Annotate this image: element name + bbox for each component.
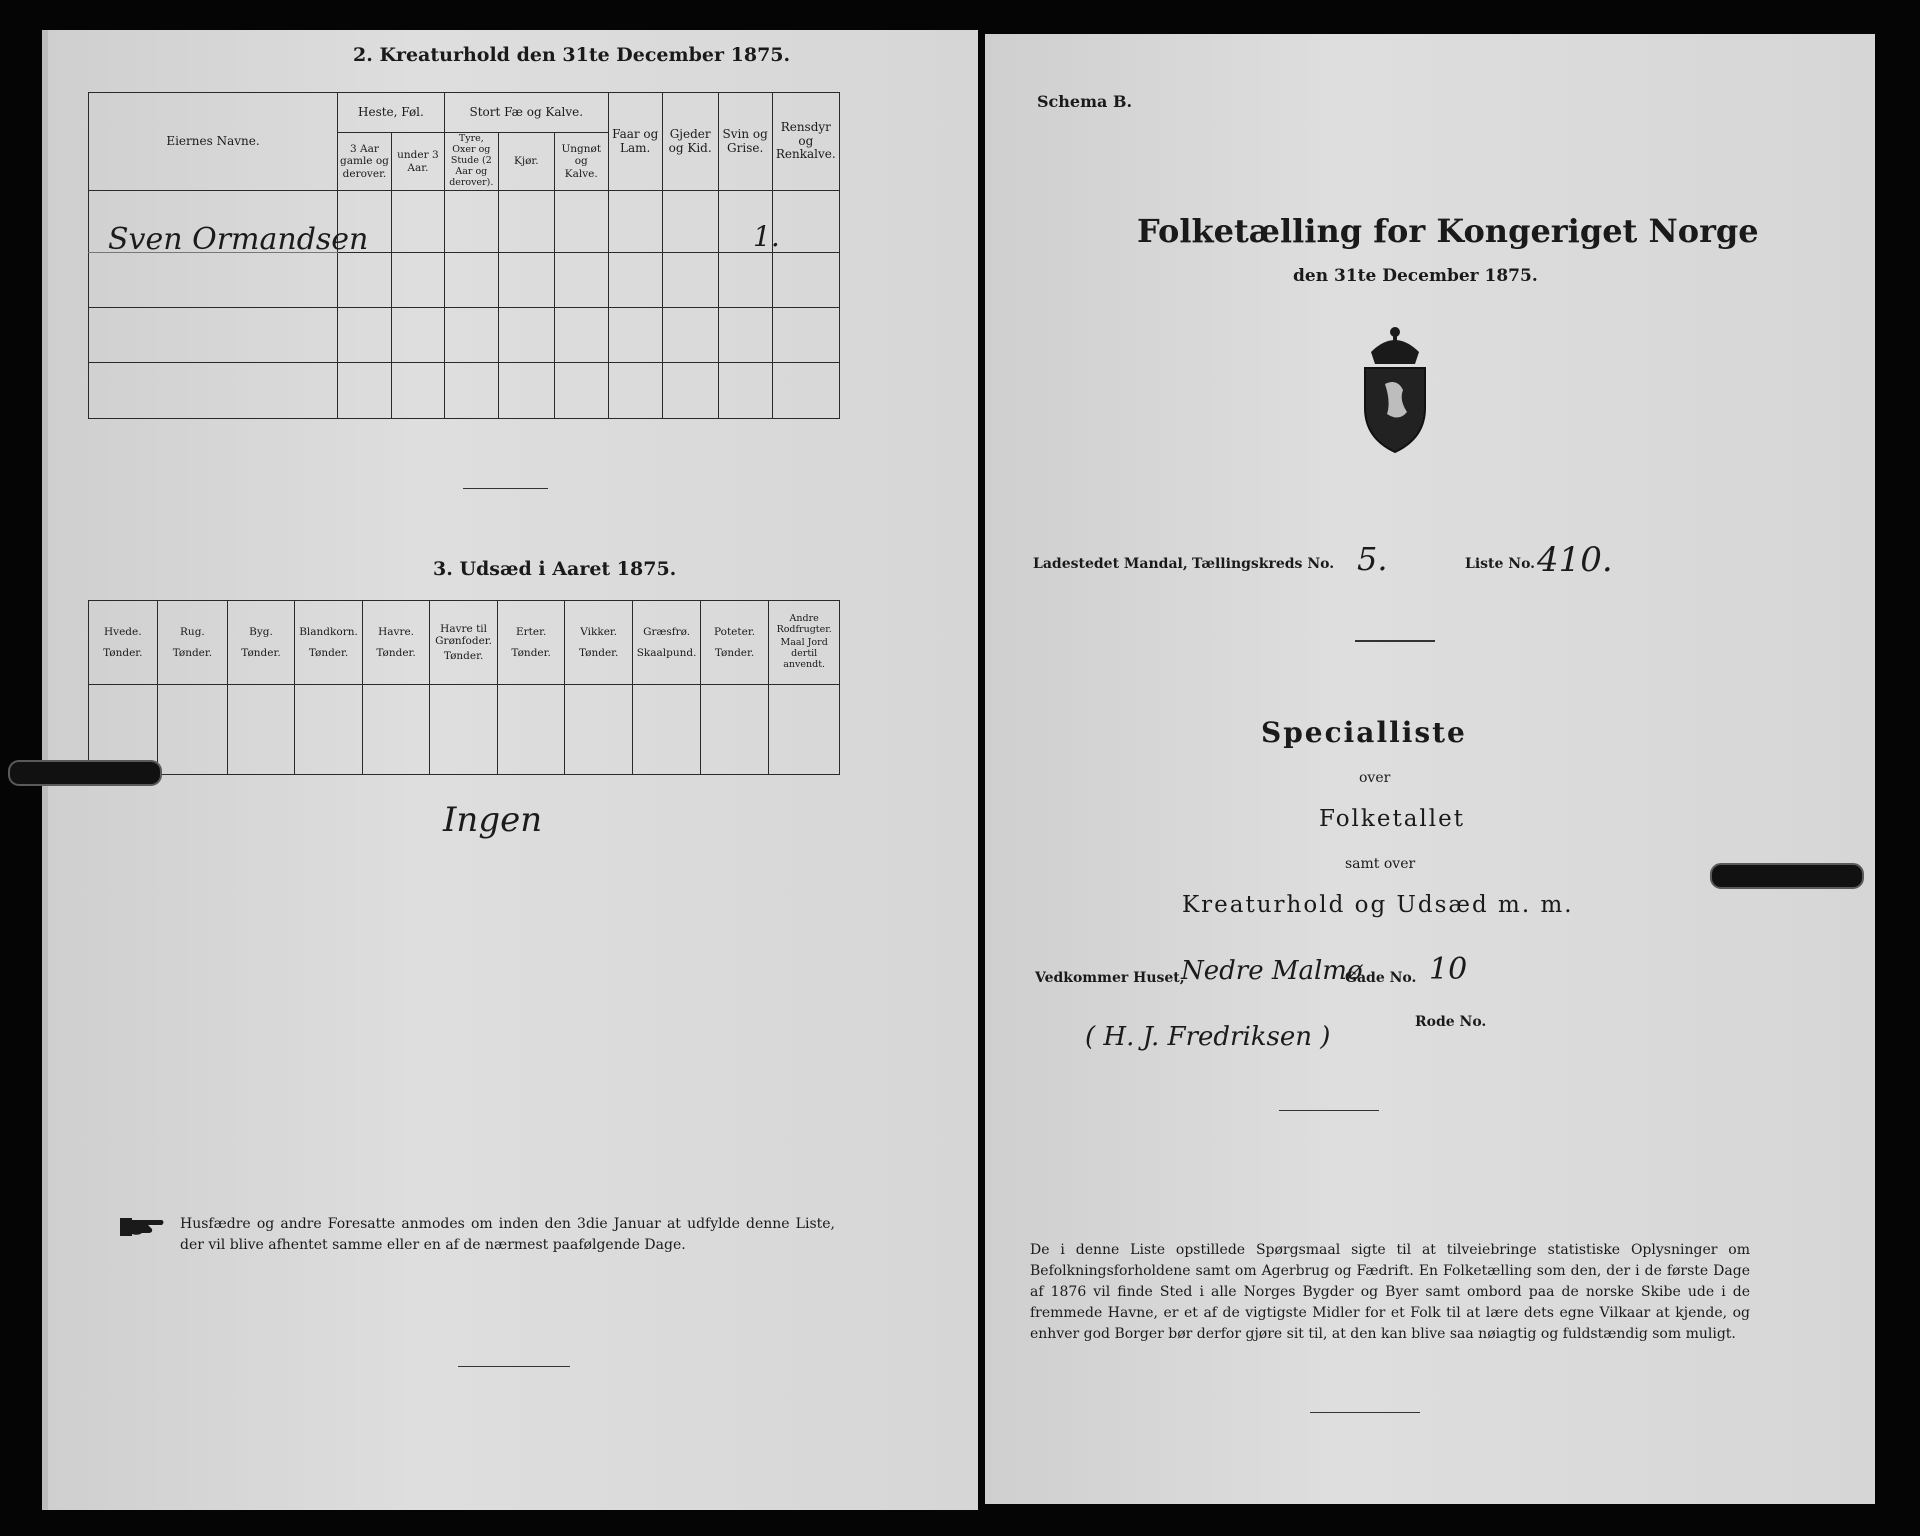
svin-count-handwritten: 1. bbox=[753, 220, 780, 253]
kreaturhold-label: Kreaturhold og Udsæd m. m. bbox=[1182, 892, 1574, 918]
gjeder-header: Gjeder og Kid. bbox=[662, 93, 718, 191]
kreds-value-handwritten: 5. bbox=[1357, 540, 1388, 578]
specialliste-title: Specialliste bbox=[1261, 716, 1467, 749]
owner-name-handwritten: Sven Ormandsen bbox=[108, 222, 369, 257]
ladested-label: Ladestedet Mandal, bbox=[1033, 556, 1188, 572]
sow-col-5: Havre til Grønfoder. Tønder. bbox=[429, 601, 498, 685]
svin-header: Svin og Grise. bbox=[718, 93, 772, 191]
rode-label: Rode No. bbox=[1415, 1014, 1487, 1030]
sowing-handwritten: Ingen bbox=[443, 800, 543, 840]
heste-sub-under3: under 3 Aar. bbox=[391, 133, 444, 191]
explanation-paragraph: De i denne Liste opstillede Spørgsmaal sigte til at tilveiebringe statistiske Oplysninger om Befolkningsforholdene samt om Agerbrug og Fædrift. En Folketælling som den, der i de første Dage af 1876 vil finde Sted i alle Norges Bygder og Byer samt ombord paa de norske Skibe ude i de fremmede Havne, er et af de vigtigste Midler for et Folk til at lære dets egne Vilkaar at kjende, og enhver god Borger bør derfor gjøre sit til, at den kan blive saa nøiagtig og fuldstændig som muligt. bbox=[1030, 1242, 1750, 1342]
section3-title: 3. Udsæd i Aaret 1875. bbox=[433, 558, 677, 580]
street-handwritten: Nedre Malmø bbox=[1181, 956, 1363, 986]
notice-text: Husfædre og andre Foresatte anmodes om inden den 3die Januar at udfylde denne Liste, der vil blive afhentet samme eller en af de nærmest paafølgende Dage. bbox=[180, 1216, 835, 1253]
divider bbox=[458, 1366, 570, 1367]
rensdyr-header: Rensdyr og Renkalve. bbox=[772, 93, 839, 191]
stort-sub-kjor: Kjør. bbox=[498, 133, 554, 191]
kreds-label: Tællingskreds No. bbox=[1192, 556, 1335, 572]
sow-col-4: Havre. Tønder. bbox=[363, 601, 430, 685]
owner-header: Eiernes Navne. bbox=[89, 93, 338, 191]
sow-col-7: Vikker. Tønder. bbox=[564, 601, 633, 685]
gade-value-handwritten: 10 bbox=[1429, 952, 1468, 987]
census-title: Folketælling for Kongeriget Norge bbox=[1137, 212, 1759, 250]
sow-col-2: Byg. Tønder. bbox=[228, 601, 295, 685]
sow-col-8: Græsfrø. Skaalpund. bbox=[633, 601, 700, 685]
sow-col-9: Poteter. Tønder. bbox=[700, 601, 769, 685]
stort-sub-tyre: Tyre, Oxer og Stude (2 Aar og derover). bbox=[444, 133, 498, 191]
sow-col-1: Rug. Tønder. bbox=[157, 601, 228, 685]
left-page bbox=[42, 30, 978, 1510]
liste-value-handwritten: 410. bbox=[1537, 540, 1613, 580]
vedkommer-label: Vedkommer Huset, bbox=[1035, 970, 1185, 986]
liste-label: Liste No. bbox=[1465, 556, 1536, 572]
heste-header: Heste, Føl. bbox=[338, 93, 445, 133]
sow-col-3: Blandkorn. Tønder. bbox=[294, 601, 363, 685]
folketallet-label: Folketallet bbox=[1319, 806, 1465, 832]
sow-col-0: Hvede. Tønder. bbox=[89, 601, 158, 685]
sowing-table bbox=[88, 600, 840, 775]
stort-sub-ungnot: Ungnøt og Kalve. bbox=[554, 133, 608, 191]
divider bbox=[1355, 640, 1435, 642]
right-page bbox=[985, 34, 1875, 1504]
census-date: den 31te December 1875. bbox=[1293, 266, 1538, 286]
gade-label: Gade No. bbox=[1345, 970, 1417, 986]
samt-over-label: samt over bbox=[1345, 856, 1416, 872]
owner-handwritten: ( H. J. Fredriksen ) bbox=[1085, 1022, 1331, 1052]
schema-label: Schema B. bbox=[1037, 92, 1133, 111]
sow-col-6: Erter. Tønder. bbox=[498, 601, 565, 685]
binding-clip-left bbox=[8, 760, 162, 786]
section2-title: 2. Kreaturhold den 31te December 1875. bbox=[353, 44, 791, 66]
binding-clip-right bbox=[1710, 863, 1864, 889]
pointing-hand-icon bbox=[118, 1212, 166, 1242]
divider bbox=[1310, 1412, 1420, 1413]
stort-fae-header: Stort Fæ og Kalve. bbox=[444, 93, 608, 133]
heste-sub-3aar: 3 Aar gamle og derover. bbox=[338, 133, 392, 191]
sow-col-10: Andre Rodfrugter. Maal Jord dertil anvendt. bbox=[769, 601, 840, 685]
over-label: over bbox=[1359, 770, 1391, 786]
norwegian-coat-of-arms bbox=[1353, 324, 1437, 454]
divider bbox=[463, 488, 548, 489]
divider bbox=[1279, 1110, 1379, 1111]
faar-header: Faar og Lam. bbox=[608, 93, 662, 191]
